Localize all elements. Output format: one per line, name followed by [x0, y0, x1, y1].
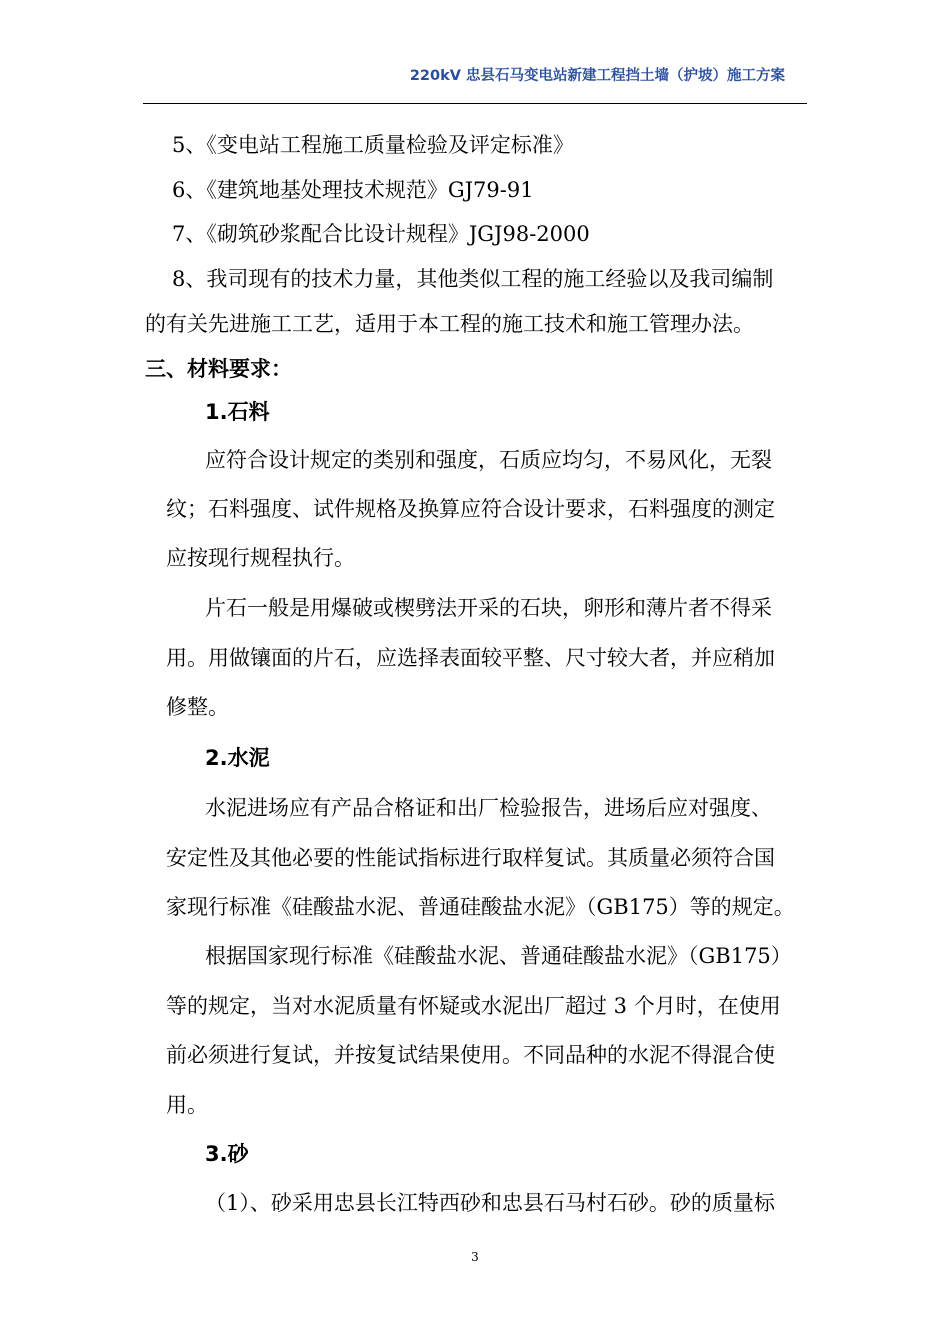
header-divider — [143, 103, 807, 104]
reference-item-8-line: 8、我司现有的技术力量，其他类似工程的施工经验以及我司编制 — [172, 267, 774, 291]
paragraph-line: 前必须进行复试，并按复试结果使用。不同品种的水泥不得混合使 — [166, 1043, 775, 1067]
subsection-heading-sand: 3.砂 — [205, 1142, 249, 1166]
paragraph-line: 水泥进场应有产品合格证和出厂检验报告，进场后应对强度、 — [205, 796, 772, 820]
subsection-heading-stone: 1.石料 — [205, 400, 270, 424]
paragraph-line: 片石一般是用爆破或楔劈法开采的石块，卵形和薄片者不得采 — [205, 596, 772, 620]
paragraph-line: 用。 — [166, 1093, 208, 1117]
paragraph-line: 家现行标准《硅酸盐水泥、普通硅酸盐水泥》（GB175）等的规定。 — [166, 895, 795, 919]
subsection-heading-cement: 2.水泥 — [205, 746, 270, 770]
reference-item-7: 7、《砌筑砂浆配合比设计规程》JGJ98-2000 — [172, 222, 590, 246]
paragraph-line: 修整。 — [166, 695, 229, 719]
document-title: 220kV 忠县石马变电站新建工程挡土墙（护坡）施工方案 — [409, 68, 785, 84]
section-heading: 三、材料要求： — [145, 357, 292, 381]
paragraph-line: 纹；石料强度、试件规格及换算应符合设计要求，石料强度的测定 — [166, 497, 775, 521]
paragraph-line: 根据国家现行标准《硅酸盐水泥、普通硅酸盐水泥》（GB175） — [205, 944, 792, 968]
paragraph-line: 安定性及其他必要的性能试指标进行取样复试。其质量必须符合国 — [166, 846, 775, 870]
paragraph-line: 用。用做镶面的片石，应选择表面较平整、尺寸较大者，并应稍加 — [166, 646, 775, 670]
paragraph-line: 等的规定，当对水泥质量有怀疑或水泥出厂超过 3 个月时，在使用 — [166, 994, 781, 1018]
paragraph-line: （1）、砂采用忠县长江特西砂和忠县石马村石砂。砂的质量标 — [205, 1191, 775, 1215]
reference-item-5: 5、《变电站工程施工质量检验及评定标准》 — [172, 133, 574, 157]
reference-item-8-line: 的有关先进施工工艺，适用于本工程的施工技术和施工管理办法。 — [145, 312, 754, 336]
paragraph-line: 应符合设计规定的类别和强度，石质应均匀，不易风化，无裂 — [205, 448, 772, 472]
paragraph-line: 应按现行规程执行。 — [166, 546, 355, 570]
page-number: 3 — [471, 1250, 479, 1264]
reference-item-6: 6、《建筑地基处理技术规范》GJ79-91 — [172, 178, 534, 202]
